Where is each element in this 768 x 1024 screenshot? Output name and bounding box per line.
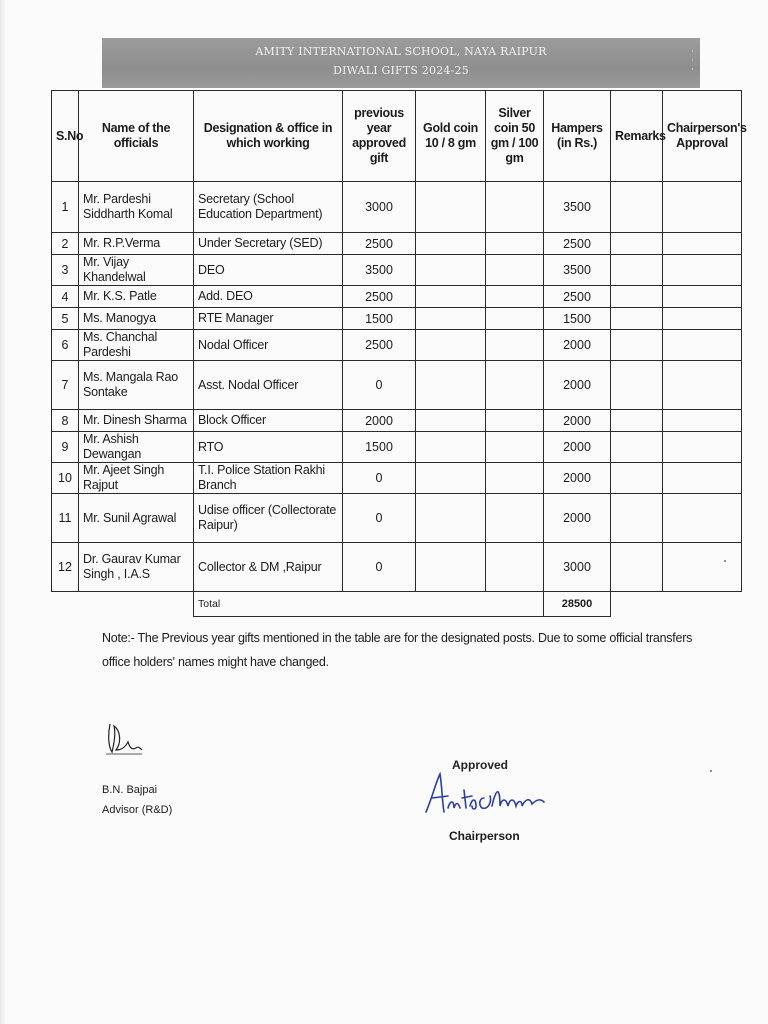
table-row [52,233,742,255]
cell-previous: 2500 [343,233,416,255]
cell-silver [486,286,544,308]
cell-gold [416,463,486,494]
table-row [52,543,742,592]
cell-designation: Secretary (School Education Department) [194,182,343,233]
cell-remarks [611,543,663,592]
col-header-sno: S.No [52,91,79,182]
advisor-role: Advisor (R&D) [102,804,173,816]
cell-remarks [611,361,663,410]
cell-approval [663,432,742,463]
total-label: Total [194,592,544,617]
table-row [52,286,742,308]
cell-previous: 3000 [343,182,416,233]
cell-silver [486,410,544,432]
cell-designation: Add. DEO [194,286,343,308]
cell-silver [486,182,544,233]
cell-remarks [611,286,663,308]
cell-hampers: 2500 [544,286,611,308]
cell-hampers: 2000 [544,330,611,361]
cell-silver [486,255,544,286]
cell-designation: DEO [194,255,343,286]
cell-hampers: 2000 [544,432,611,463]
table-row [52,361,742,410]
cell-remarks [611,432,663,463]
cell-previous: 1500 [343,432,416,463]
col-header-approval: Chairperson's Approval [663,91,742,182]
cell-previous: 2500 [343,330,416,361]
total-value: 28500 [544,592,611,617]
cell-sno: 8 [52,410,79,432]
cell-gold [416,494,486,543]
advisor-name: B.N. Bajpai [102,784,158,796]
cell-remarks [611,410,663,432]
cell-gold [416,330,486,361]
cell-hampers: 3000 [544,543,611,592]
table-row [52,182,742,233]
cell-silver [486,361,544,410]
table-row [52,410,742,432]
col-header-remarks: Remarks [611,91,663,182]
cell-hampers: 3500 [544,182,611,233]
chairperson-signature [418,768,558,833]
gifts-table [51,90,747,617]
cell-sno: 9 [52,432,79,463]
cell-approval [663,255,742,286]
cell-designation: Nodal Officer [194,330,343,361]
scan-marks: · · · [690,47,694,75]
cell-remarks [611,463,663,494]
table-row [52,255,742,286]
cell-approval [663,463,742,494]
cell-designation: RTO [194,432,343,463]
table-row [52,463,742,494]
scan-speck [710,770,712,772]
cell-remarks [611,330,663,361]
table-row [52,432,742,463]
cell-approval [663,361,742,410]
table-row [52,330,742,361]
cell-name: Mr. Dinesh Sharma [79,410,194,432]
scan-speck [724,560,726,562]
cell-sno: 3 [52,255,79,286]
cell-name: Mr. Vijay Khandelwal [79,255,194,286]
cell-designation: Block Officer [194,410,343,432]
cell-gold [416,286,486,308]
cell-silver [486,233,544,255]
cell-hampers: 1500 [544,308,611,330]
total-spacer [52,592,194,617]
advisor-signature-block [102,720,242,820]
cell-silver [486,308,544,330]
scan-edge [0,0,6,1024]
approved-label: Approved [452,758,509,772]
cell-previous: 0 [343,361,416,410]
cell-sno: 1 [52,182,79,233]
cell-previous: 0 [343,463,416,494]
cell-hampers: 2000 [544,494,611,543]
footnote: Note:- The Previous year gifts mentioned in the table are for the designated posts. Due to some official transfers office holders' names might have changed. [102,631,693,669]
cell-hampers: 2500 [544,233,611,255]
cell-hampers: 2000 [544,410,611,432]
col-header-gold-coin: Gold coin 10 / 8 gm [416,91,486,182]
cell-sno: 2 [52,233,79,255]
school-name: AMITY INTERNATIONAL SCHOOL, NAYA RAIPUR [255,45,547,58]
cell-hampers: 2000 [544,361,611,410]
cell-remarks [611,182,663,233]
cell-designation: RTE Manager [194,308,343,330]
cell-remarks [611,233,663,255]
cell-previous: 0 [343,494,416,543]
cell-approval [663,494,742,543]
cell-gold [416,182,486,233]
cell-previous: 3500 [343,255,416,286]
cell-name: Ms. Chanchal Pardeshi [79,330,194,361]
table-row [52,494,742,543]
advisor-signature [102,720,146,760]
cell-sno: 4 [52,286,79,308]
cell-silver [486,463,544,494]
cell-previous: 2000 [343,410,416,432]
cell-name: Mr. R.P.Verma [79,233,194,255]
total-trailing-spacer [611,592,742,617]
document-subtitle: DIWALI GIFTS 2024-25 [333,64,469,77]
cell-gold [416,432,486,463]
col-header-hampers: Hampers (in Rs.) [544,91,611,182]
cell-name: Mr. Pardeshi Siddharth Komal [79,182,194,233]
cell-approval [663,286,742,308]
chairperson-role: Chairperson [449,829,520,843]
cell-remarks [611,494,663,543]
col-header-silver-coin: Silver coin 50 gm / 100 gm [486,91,544,182]
cell-approval [663,182,742,233]
cell-name: Ms. Manogya [79,308,194,330]
cell-designation: Under Secretary (SED) [194,233,343,255]
cell-approval [663,410,742,432]
cell-silver [486,543,544,592]
cell-designation: Udise officer (Collectorate Raipur) [194,494,343,543]
cell-sno: 12 [52,543,79,592]
cell-gold [416,410,486,432]
cell-silver [486,494,544,543]
col-header-designation: Designation & office in which working [194,91,343,182]
cell-sno: 10 [52,463,79,494]
cell-hampers: 3500 [544,255,611,286]
document-header [102,38,700,88]
cell-name: Mr. K.S. Patle [79,286,194,308]
cell-sno: 11 [52,494,79,543]
cell-gold [416,543,486,592]
cell-approval [663,233,742,255]
cell-sno: 5 [52,308,79,330]
table-row [52,308,742,330]
cell-gold [416,308,486,330]
cell-name: Mr. Sunil Agrawal [79,494,194,543]
cell-silver [486,432,544,463]
cell-gold [416,361,486,410]
cell-gold [416,255,486,286]
cell-approval [663,543,742,592]
cell-previous: 2500 [343,286,416,308]
cell-silver [486,330,544,361]
cell-designation: T.I. Police Station Rakhi Branch [194,463,343,494]
table-header-row [52,91,742,182]
col-header-name: Name of the officials [79,91,194,182]
cell-sno: 6 [52,330,79,361]
cell-remarks [611,308,663,330]
cell-sno: 7 [52,361,79,410]
col-header-previous-gift: previous year approved gift [343,91,416,182]
cell-name: Mr. Ashish Dewangan [79,432,194,463]
cell-previous: 1500 [343,308,416,330]
total-row [52,592,742,617]
cell-designation: Asst. Nodal Officer [194,361,343,410]
cell-gold [416,233,486,255]
cell-name: Dr. Gaurav Kumar Singh , I.A.S [79,543,194,592]
cell-remarks [611,255,663,286]
cell-name: Mr. Ajeet Singh Rajput [79,463,194,494]
cell-designation: Collector & DM ,Raipur [194,543,343,592]
cell-approval [663,308,742,330]
cell-name: Ms. Mangala Rao Sontake [79,361,194,410]
cell-previous: 0 [343,543,416,592]
cell-approval [663,330,742,361]
cell-hampers: 2000 [544,463,611,494]
